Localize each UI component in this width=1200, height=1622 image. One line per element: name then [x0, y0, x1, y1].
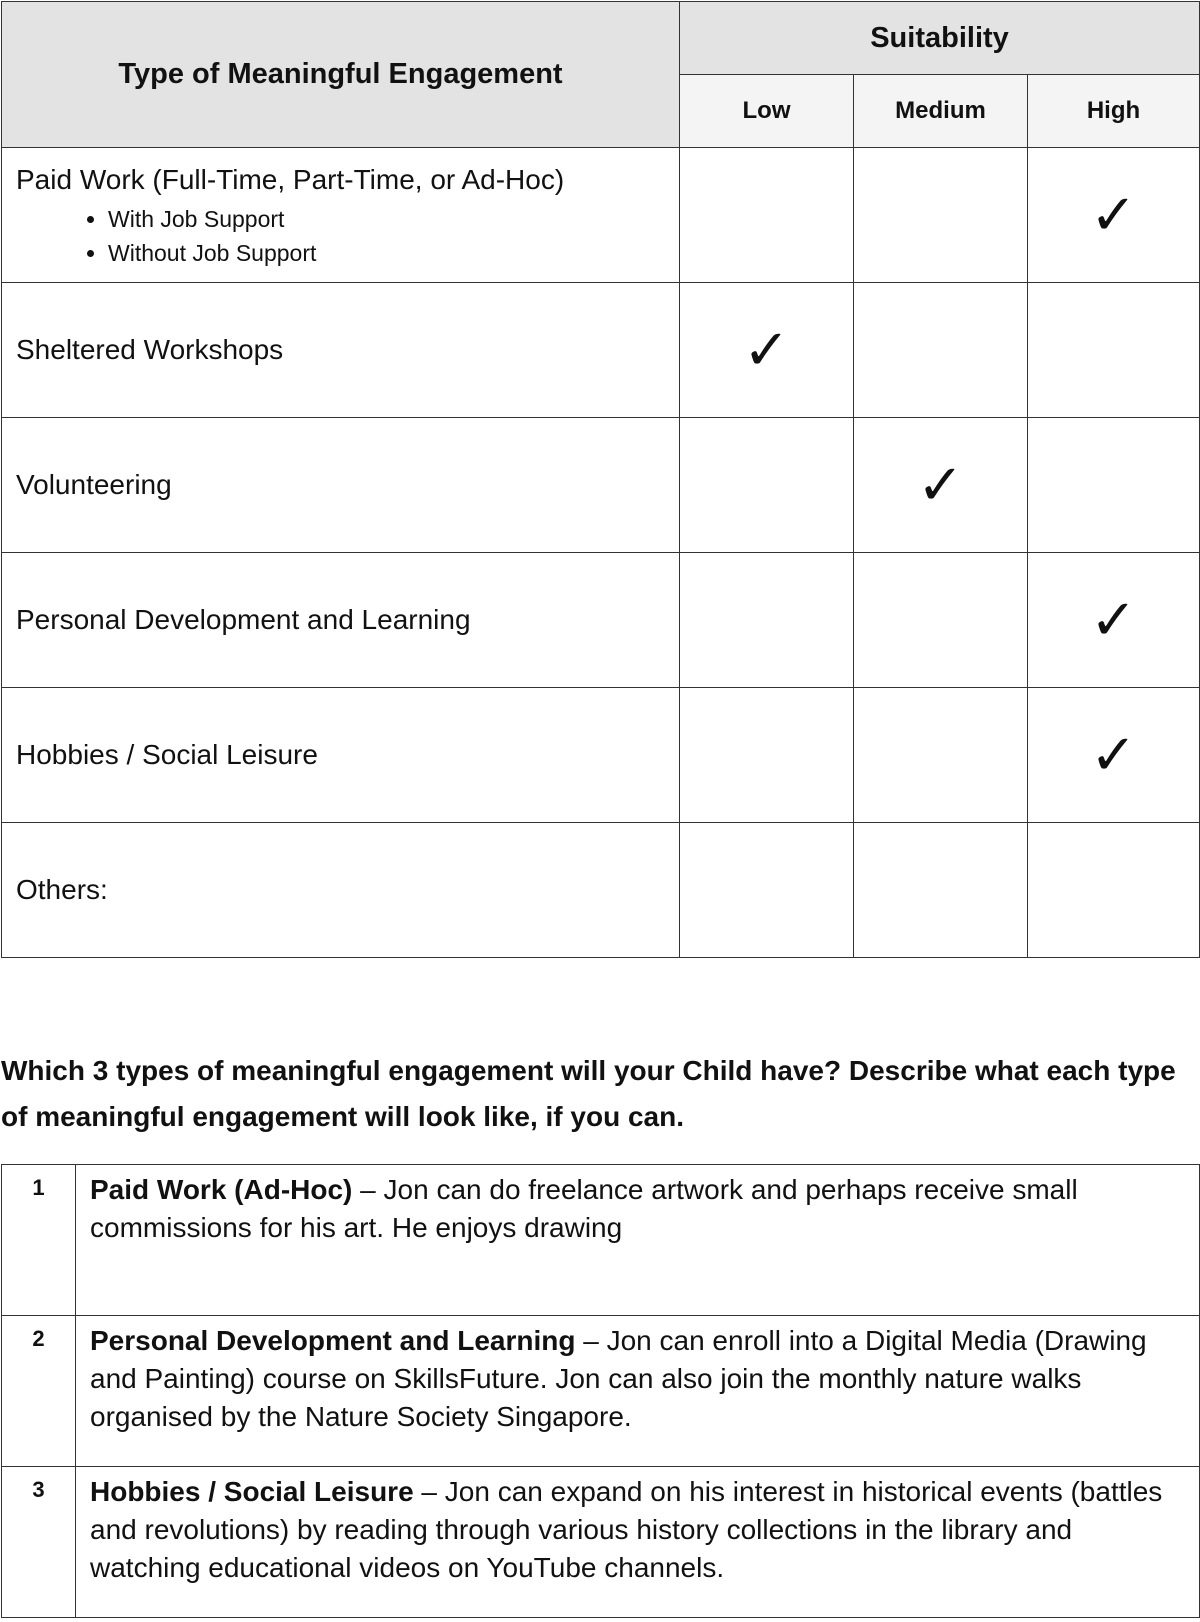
cell-medium	[854, 418, 1028, 553]
table-row	[2, 1165, 1200, 1316]
check-mark-icon: ✓	[1090, 587, 1137, 653]
engagement-type-label: Others:	[2, 823, 680, 958]
cell-high	[1028, 418, 1200, 553]
cell-high	[1028, 688, 1200, 823]
cell-low	[680, 418, 854, 553]
cell-low	[680, 823, 854, 958]
check-mark-icon: ✓	[743, 317, 790, 383]
table-row	[2, 1316, 1200, 1467]
cell-high	[1028, 148, 1200, 283]
cell-low	[680, 148, 854, 283]
level-header-medium: Medium	[854, 75, 1028, 148]
bullet-item: • Without Job Support	[108, 236, 679, 270]
table-row	[2, 1467, 1200, 1618]
engagement-title: Paid Work (Ad-Hoc)	[90, 1174, 353, 1205]
engagement-description-cell	[76, 1165, 1200, 1316]
engagement-type-label: Paid Work (Full-Time, Part-Time, or Ad-Hoc)	[16, 164, 565, 195]
bullet-item: • With Job Support	[108, 202, 679, 236]
engagement-title: Personal Development and Learning	[90, 1325, 576, 1356]
table-row	[2, 688, 1200, 823]
table-row	[2, 148, 1200, 283]
engagement-description: – Jon can enroll into a Digital Media (Drawing and Painting) course on SkillsFuture. Jon can also join the monthly nature walks organised by the Nature Society Singapore.	[90, 1325, 1147, 1432]
engagement-description-cell	[76, 1316, 1200, 1467]
engagement-description: – Jon can do freelance artwork and perhaps receive small commissions for his art. He enjoys drawing	[90, 1174, 1078, 1243]
cell-high	[1028, 553, 1200, 688]
engagement-type-label: Personal Development and Learning	[2, 553, 680, 688]
engagement-title: Hobbies / Social Leisure	[90, 1476, 414, 1507]
table-row	[2, 283, 1200, 418]
table-row	[2, 553, 1200, 688]
cell-low	[680, 283, 854, 418]
question-heading: Which 3 types of meaningful engagement will your Child have? Describe what each type of meaningful engagement will look like, if you can.	[1, 1055, 1176, 1132]
cell-medium	[854, 283, 1028, 418]
row-number: 1	[2, 1165, 76, 1316]
table-row	[2, 823, 1200, 958]
suitability-header: Suitability	[680, 2, 1200, 75]
type-column-header: Type of Meaningful Engagement	[2, 2, 680, 148]
level-header-low: Low	[680, 75, 854, 148]
cell-medium	[854, 553, 1028, 688]
cell-medium	[854, 148, 1028, 283]
cell-medium	[854, 823, 1028, 958]
engagement-plan-table	[1, 1164, 1200, 1618]
engagement-type-label: Sheltered Workshops	[2, 283, 680, 418]
row-number: 3	[2, 1467, 76, 1618]
level-header-high: High	[1028, 75, 1200, 148]
cell-high	[1028, 823, 1200, 958]
engagement-type-label: Hobbies / Social Leisure	[2, 688, 680, 823]
row-number: 2	[2, 1316, 76, 1467]
cell-medium	[854, 688, 1028, 823]
engagement-type-label: Volunteering	[2, 418, 680, 553]
cell-low	[680, 688, 854, 823]
engagement-type-cell	[2, 148, 680, 283]
bullet-list	[16, 202, 679, 270]
engagement-description-cell	[76, 1467, 1200, 1618]
table-row	[2, 418, 1200, 553]
engagement-description: – Jon can expand on his interest in historical events (battles and revolutions) by reading through various history collections in the library and watching educational videos on YouTube channels.	[90, 1476, 1163, 1583]
check-mark-icon: ✓	[917, 452, 964, 518]
check-mark-icon: ✓	[1090, 182, 1137, 248]
check-mark-icon: ✓	[1090, 722, 1137, 788]
suitability-table	[1, 1, 1200, 958]
cell-high	[1028, 283, 1200, 418]
cell-low	[680, 553, 854, 688]
